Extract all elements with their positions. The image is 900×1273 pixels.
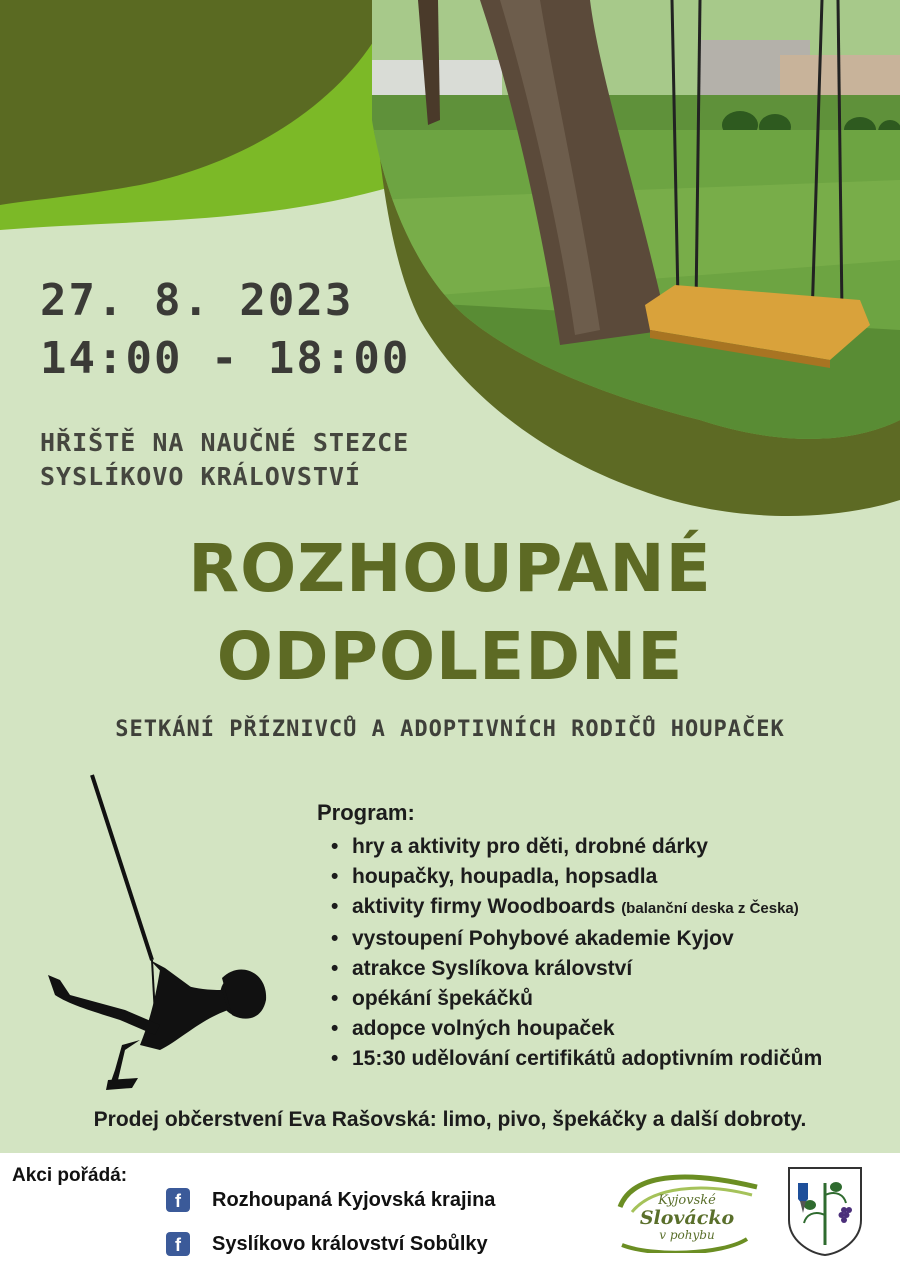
organizer-name: Rozhoupaná Kyjovská krajina (212, 1188, 496, 1211)
child-on-swing-silhouette (48, 775, 266, 1090)
event-title-line-2: ODPOLEDNE (216, 618, 684, 695)
organizer-name: Syslíkovo království Sobůlky (212, 1232, 488, 1255)
venue-line-1: HŘIŠTĚ NA NAUČNÉ STEZCE (40, 428, 410, 457)
logo-line-2: Slovácko (639, 1207, 735, 1229)
event-venue (40, 426, 409, 494)
venue-line-2: SYSLÍKOVO KRÁLOVSTVÍ (40, 462, 362, 491)
program-item: • atrakce Syslíkova království (317, 954, 822, 984)
refreshments-note: Prodej občerstvení Eva Rašovská: limo, pivo, špekáčky a další dobroty. (93, 1108, 807, 1131)
program-item: • opékání špekáčků (317, 984, 822, 1014)
program-item: • houpačky, houpadla, hopsadla (317, 862, 822, 892)
event-subtitle: SETKÁNÍ PŘÍZNIVCŮ A ADOPTIVNÍCH RODIČŮ HOUPAČEK (115, 717, 785, 742)
footer (0, 1153, 900, 1273)
swing-photo (372, 0, 900, 440)
program-heading: Program: (317, 800, 415, 825)
program-item-text: aktivity firmy Woodboards (352, 895, 616, 918)
facebook-icon: f (166, 1188, 190, 1212)
organizer-label: Akci pořádá: (12, 1165, 128, 1186)
program-item: • vystoupení Pohybové akademie Kyjov (317, 924, 822, 954)
program-item: • adopce volných houpaček (317, 1014, 822, 1044)
program-item: • 15:30 udělování certifikátů adoptivním rodičům (317, 1044, 822, 1074)
program-item (317, 892, 822, 924)
facebook-icon: f (166, 1232, 190, 1256)
event-time: 14:00 - 18:00 (40, 333, 411, 384)
program-section (317, 800, 822, 1074)
program-item-note: (balanční deska z Česka) (621, 900, 799, 917)
event-title-line-1: ROZHOUPANÉ (188, 530, 712, 607)
kyjovske-slovacko-logo (612, 1167, 762, 1253)
program-item: • hry a aktivity pro děti, drobné dárky (317, 832, 822, 862)
event-date-time (40, 272, 410, 388)
organizer-link-2[interactable] (166, 1231, 488, 1257)
logo-line-1: Kyjovské (658, 1193, 716, 1208)
program-list (317, 832, 822, 1074)
municipal-crest (786, 1165, 864, 1257)
organizer-link-1[interactable] (166, 1187, 495, 1213)
logo-line-3: v pohybu (659, 1228, 715, 1242)
event-date: 27. 8. 2023 (40, 275, 354, 326)
